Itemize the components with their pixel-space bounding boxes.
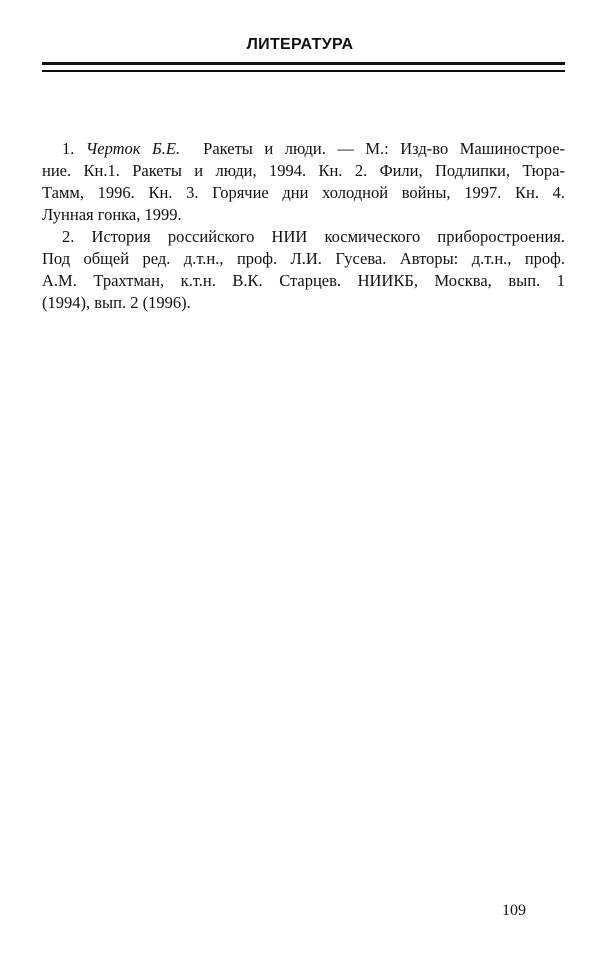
- page-title: ЛИТЕРАТУРА: [246, 36, 354, 53]
- reference-text: История российского НИИ космического приборостроения.: [91, 227, 566, 246]
- reference-line: (1994), вып. 2 (1996).: [42, 293, 191, 312]
- reference-line: ние. Кн.1. Ракеты и люди, 1994. Кн. 2. Фили, Подлипки, Тюра-: [42, 161, 565, 180]
- header-rule-thick: [42, 62, 565, 65]
- reference-number: 2.: [62, 227, 75, 246]
- reference-author: Черток Б.Е.: [85, 139, 181, 158]
- page-number: 109: [502, 902, 526, 919]
- reference-line: А.М. Трахтман, к.т.н. В.К. Старцев. НИИКБ, Москва, вып. 1: [42, 271, 565, 290]
- reference-line: Под общей ред. д.т.н., проф. Л.И. Гусева. Авторы: д.т.н., проф.: [42, 249, 565, 268]
- reference-text: Ракеты и люди. — М.: Изд-во Машинострое-: [203, 139, 566, 158]
- reference-item-2: [42, 226, 565, 314]
- reference-line: Лунная гонка, 1999.: [42, 205, 182, 224]
- header-rule-thin: [42, 70, 565, 72]
- reference-number: 1.: [62, 139, 75, 158]
- reference-line: Тамм, 1996. Кн. 3. Горячие дни холодной войны, 1997. Кн. 4.: [42, 183, 565, 202]
- reference-line: [42, 138, 565, 160]
- reference-line: [42, 226, 565, 248]
- reference-list: [42, 138, 565, 314]
- reference-item-1: [42, 138, 565, 226]
